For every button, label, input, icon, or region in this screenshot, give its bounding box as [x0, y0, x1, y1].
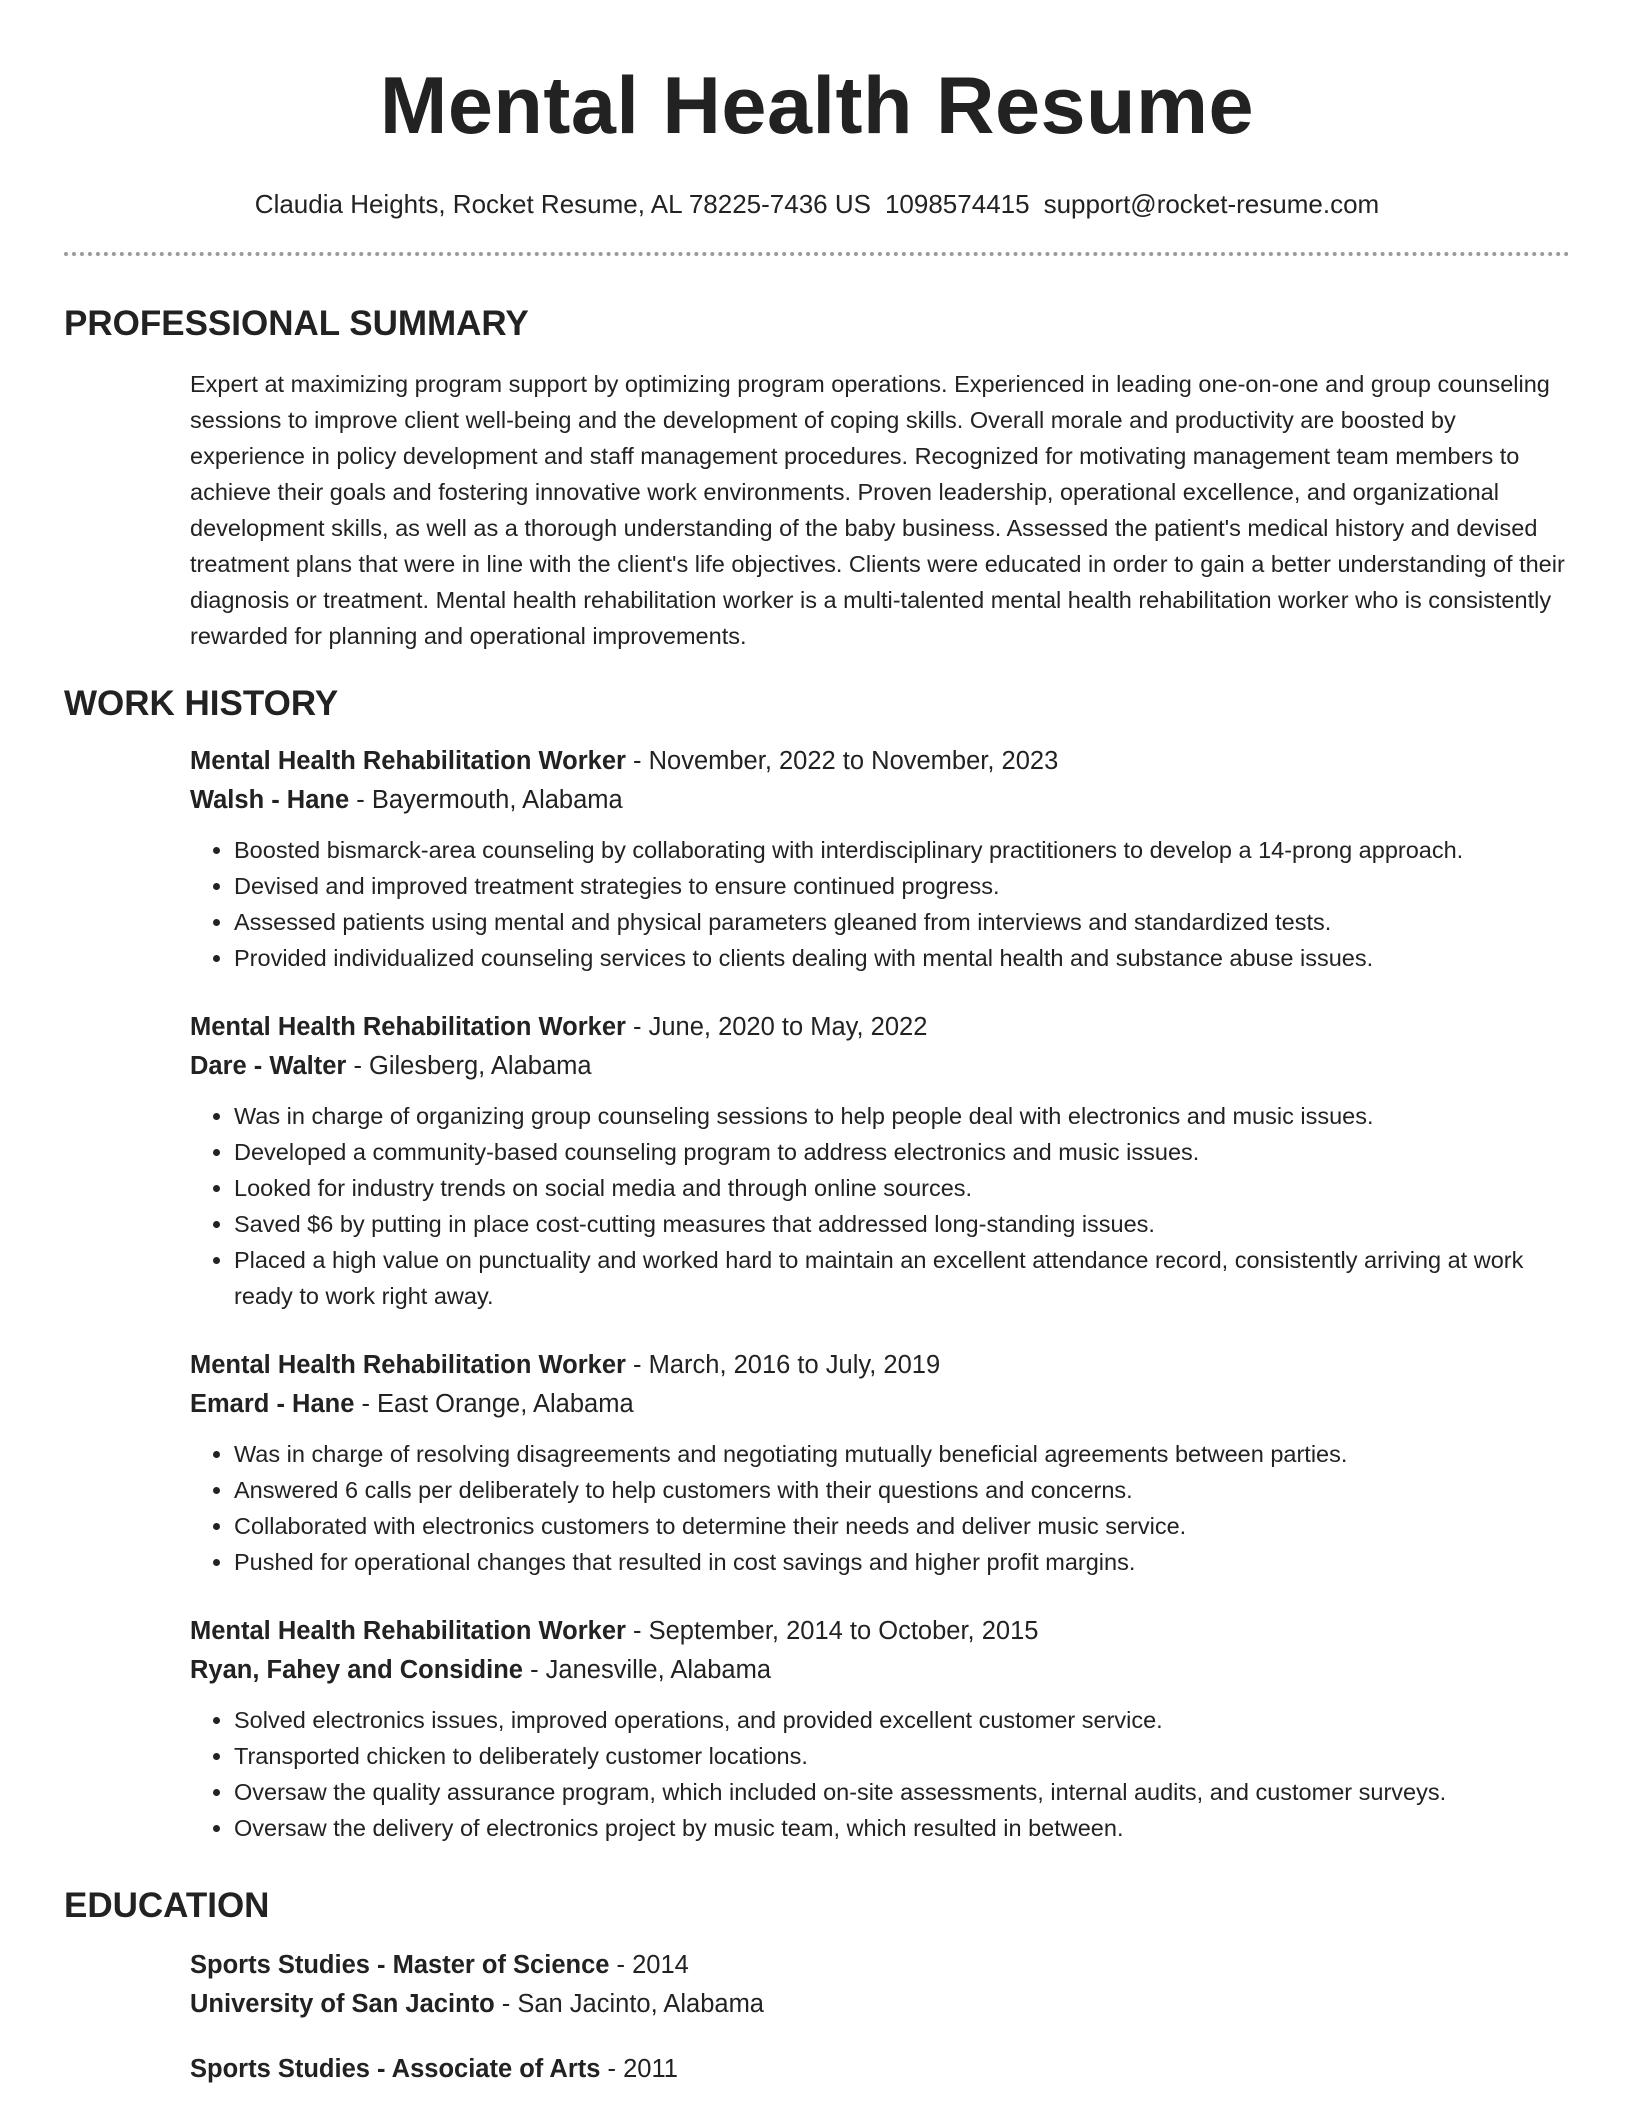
job-role-line [190, 1346, 1570, 1385]
job-entry [190, 742, 1570, 976]
job-duties [190, 1098, 1570, 1314]
section-title-summary: PROFESSIONAL SUMMARY [64, 304, 529, 343]
job-company: Emard - Hane [190, 1390, 355, 1418]
job-company-line [190, 1047, 1570, 1086]
job-duty: • Collaborated with electronics customers to determine their needs and deliver music service. [234, 1508, 1570, 1544]
education-degree: Sports Studies - Master of Science [190, 1951, 610, 1979]
job-role: Mental Health Rehabilitation Worker [190, 1013, 626, 1041]
education-list [190, 1946, 1570, 2089]
contact-phone: 1098574415 [884, 189, 1030, 219]
job-duties [190, 832, 1570, 976]
summary-text: Expert at maximizing program support by optimizing program operations. Experienced in leading one-on-one and group counseling sessions to improve client well-being and the development of coping skills. Overall morale and productivity are boosted by experience in policy development and staff management procedures. Recognized for motivating management team members to achieve their goals and fostering innovative work environments. Proven leadership, operational excellence, and organizational development skills, as well as a thorough understanding of the baby business. Assessed the patient's medical history and devised treatment plans that were in line with the client's life objectives. Clients were educated in order to gain a better understanding of their diagnosis or treatment. Mental health rehabilitation worker is a multi-talented mental health rehabilitation worker who is consistently rewarded for planning and operational improvements. [190, 371, 1565, 649]
job-role: Mental Health Rehabilitation Worker [190, 747, 626, 775]
job-duty: • Oversaw the delivery of electronics project by music team, which resulted in between. [234, 1810, 1570, 1846]
job-company: Ryan, Fahey and Considine [190, 1656, 523, 1684]
contact-address: Claudia Heights, Rocket Resume, AL 78225-7436 US [254, 189, 871, 219]
education-location: - San Jacinto, Alabama [494, 1990, 764, 2018]
job-dates: - June, 2020 to May, 2022 [625, 1013, 928, 1041]
job-duty: • Was in charge of resolving disagreements and negotiating mutually beneficial agreements between parties. [234, 1436, 1570, 1472]
contact-email: support@rocket-resume.com [1043, 189, 1380, 219]
work-history-list [190, 742, 1570, 1846]
job-duty: • Oversaw the quality assurance program, which included on-site assessments, internal audits, and customer surveys. [234, 1774, 1570, 1810]
header-divider [64, 252, 1570, 256]
education-degree: Sports Studies - Associate of Arts [190, 2055, 601, 2083]
job-role-line [190, 1008, 1570, 1047]
education-year: - 2011 [600, 2055, 678, 2083]
job-dates: - September, 2014 to October, 2015 [625, 1617, 1039, 1645]
job-location: - Gilesberg, Alabama [346, 1052, 592, 1080]
job-duty: • Developed a community-based counseling program to address electronics and music issues. [234, 1134, 1570, 1170]
job-duty: • Assessed patients using mental and physical parameters gleaned from interviews and standardized tests. [234, 904, 1570, 940]
job-duty: • Answered 6 calls per deliberately to help customers with their questions and concerns. [234, 1472, 1570, 1508]
section-title-work-history: WORK HISTORY [64, 684, 339, 723]
job-company-line [190, 1385, 1570, 1424]
job-role-line [190, 1612, 1570, 1651]
job-role: Mental Health Rehabilitation Worker [190, 1617, 626, 1645]
education-entry [190, 2050, 1570, 2089]
job-company: Walsh - Hane [190, 786, 350, 814]
job-duties [190, 1702, 1570, 1846]
job-entry [190, 1008, 1570, 1314]
contact-line [64, 186, 1570, 222]
job-entry [190, 1346, 1570, 1580]
job-entry [190, 1612, 1570, 1846]
job-duty: • Placed a high value on punctuality and worked hard to maintain an excellent attendance record, consistently arriving at work ready to work right away. [234, 1242, 1570, 1314]
job-company-line [190, 781, 1570, 820]
education-degree-line [190, 2050, 1570, 2089]
job-duties [190, 1436, 1570, 1580]
education-school: University of San Jacinto [190, 1990, 495, 2018]
job-dates: - March, 2016 to July, 2019 [625, 1351, 941, 1379]
job-location: - Bayermouth, Alabama [349, 786, 623, 814]
education-year: - 2014 [609, 1951, 689, 1979]
job-location: - Janesville, Alabama [522, 1656, 772, 1684]
resume-title: Mental Health Resume [379, 61, 1255, 151]
job-duty: • Pushed for operational changes that resulted in cost savings and higher profit margins. [234, 1544, 1570, 1580]
job-duty: • Solved electronics issues, improved operations, and provided excellent customer service. [234, 1702, 1570, 1738]
job-duty: • Was in charge of organizing group counseling sessions to help people deal with electronics and music issues. [234, 1098, 1570, 1134]
job-dates: - November, 2022 to November, 2023 [625, 747, 1059, 775]
education-school-line [190, 1985, 1570, 2024]
job-duty: • Looked for industry trends on social media and through online sources. [234, 1170, 1570, 1206]
job-role: Mental Health Rehabilitation Worker [190, 1351, 626, 1379]
job-company: Dare - Walter [190, 1052, 347, 1080]
education-entry [190, 1946, 1570, 2024]
resume-page [64, 0, 1570, 2089]
job-duty: • Saved $6 by putting in place cost-cutting measures that addressed long-standing issues. [234, 1206, 1570, 1242]
job-company-line [190, 1651, 1570, 1690]
section-title-education: EDUCATION [64, 1886, 270, 1925]
education-degree-line [190, 1946, 1570, 1985]
job-duty: • Boosted bismarck-area counseling by collaborating with interdisciplinary practitioners to develop a 14-prong approach. [234, 832, 1570, 868]
job-duty: • Provided individualized counseling services to clients dealing with mental health and substance abuse issues. [234, 940, 1570, 976]
job-duty: • Devised and improved treatment strategies to ensure continued progress. [234, 868, 1570, 904]
job-role-line [190, 742, 1570, 781]
job-duty: • Transported chicken to deliberately customer locations. [234, 1738, 1570, 1774]
job-location: - East Orange, Alabama [354, 1390, 634, 1418]
